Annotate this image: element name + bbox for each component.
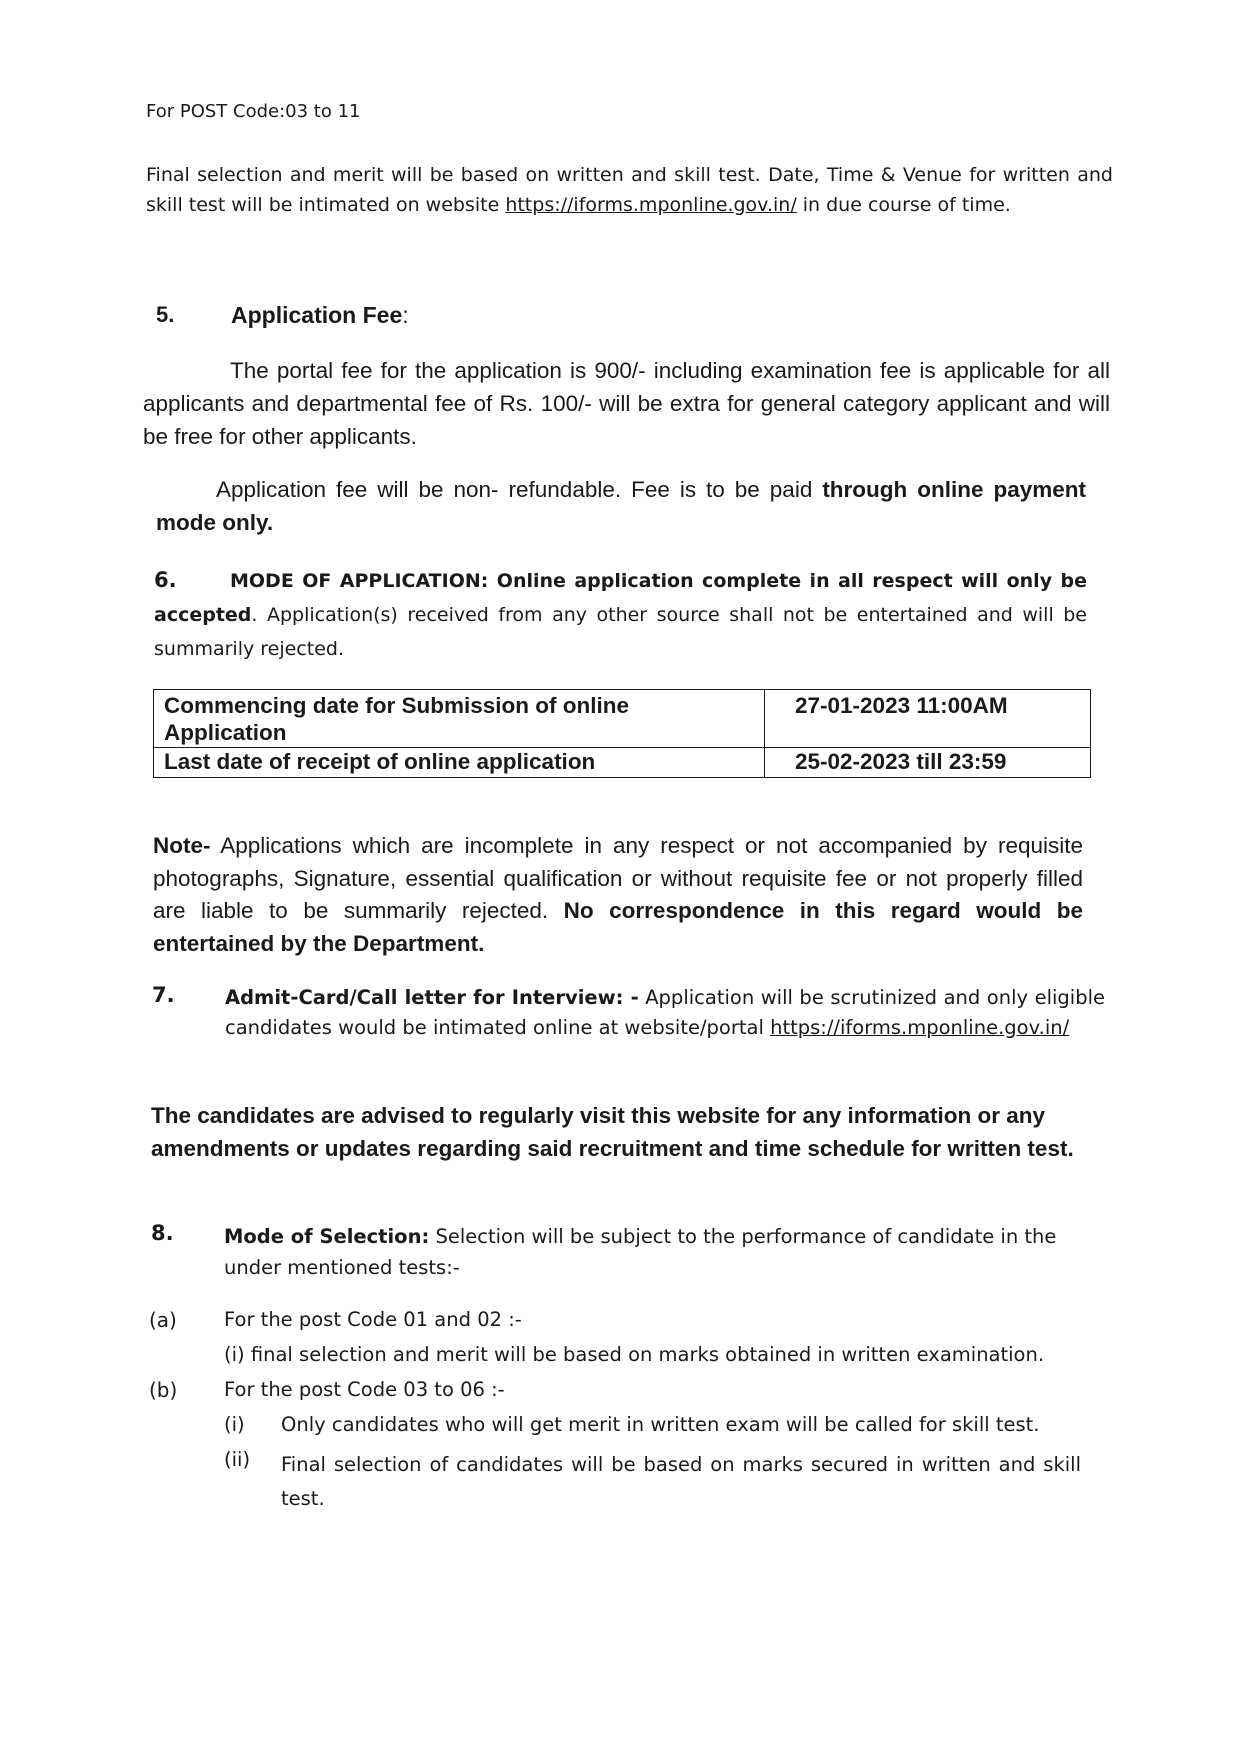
online-payment-text: through online payment mode only. <box>156 477 1087 535</box>
table-cell-label: Last date of receipt of online application <box>154 748 765 778</box>
table-row <box>154 748 1091 778</box>
website-link[interactable]: https://iforms.mponline.gov.in/ <box>770 1016 1070 1039</box>
fee-text: The portal fee for the application is 900/- including examination fee is applicable for all applicants and departmental fee of Rs. 100/- will be extra for general category applicant and will be free for other applicants. <box>143 358 1110 449</box>
section-5-title-colon: : <box>402 302 409 328</box>
section-8-mode-of-selection <box>224 1221 1104 1283</box>
note-label: Note- <box>153 833 211 858</box>
table-cell-label: Commencing date for Submission of online Application <box>154 690 765 748</box>
item-a-title: For the post Code 01 and 02 :- <box>224 1308 522 1331</box>
section-6-text: . Application(s) received from any other source shall not be entertained and will be summarily rejected. <box>154 604 1087 660</box>
section-8-bold-text: Mode of Selection: <box>224 1225 430 1248</box>
item-b-sub-ii-label: (ii) <box>224 1448 251 1471</box>
note-text: Applications which are incomplete in any respect or not accompanied by requisite photographs, Signature, essential qualification or without requisite fee or not properly filled are liable to be summarily rejected. <box>153 833 1083 923</box>
post-selection-paragraph <box>146 160 1113 220</box>
section-7-number: 7. <box>152 983 175 1007</box>
section-7-text: Application will be scrutinized and only eligible candidates would be intimated online at website/portal <box>225 986 1105 1039</box>
table-cell-value: 25-02-2023 till 23:59 <box>765 748 1091 778</box>
fee-paragraph <box>143 354 1110 453</box>
item-b-sub-ii-text: Final selection of candidates will be based on marks secured in written and skill test. <box>281 1453 1081 1510</box>
item-a-sub-i: (i) final selection and merit will be based on marks obtained in written examination. <box>224 1343 1045 1366</box>
section-5-title-text: Application Fee <box>231 302 403 328</box>
section-5-number: 5. <box>156 302 175 327</box>
post-code-heading: For POST Code:03 to 11 <box>146 101 361 122</box>
advice-paragraph: The candidates are advised to regularly visit this website for any information or any amendments or updates regarding said recruitment and time schedule for written test. <box>151 1103 1074 1161</box>
post-para-tail: in due course of time. <box>796 194 1011 216</box>
section-6-number: 6. <box>154 568 177 592</box>
section-6-bold-text: MODE OF APPLICATION: Online application complete in all respect will only be accepted <box>154 570 1087 626</box>
table-cell-value: 27-01-2023 11:00AM <box>765 690 1091 748</box>
section-6-mode-of-application <box>154 563 1087 666</box>
important-dates-table <box>153 689 1091 778</box>
note-paragraph <box>153 830 1083 960</box>
section-8-number: 8. <box>151 1221 174 1245</box>
note-bold-text: No correspondence in this regard would be entertained by the Department. <box>153 898 1084 956</box>
section-5-title <box>231 302 409 329</box>
section-7-bold-text: Admit-Card/Call letter for Interview: - <box>225 986 639 1009</box>
item-b-sub-i-text: Only candidates who will get merit in written exam will be called for skill test. <box>281 1413 1040 1436</box>
section-7-admit-card <box>225 983 1105 1043</box>
post-para-text: Final selection and merit will be based on written and skill test. Date, Time & Venue for written and skill test will be intimated on website <box>146 164 1113 216</box>
website-link[interactable]: https://iforms.mponline.gov.in/ <box>505 194 797 216</box>
section-8-text: Selection will be subject to the performance of candidate in the under mentioned tests:- <box>224 1225 1057 1279</box>
non-refundable-text: Application fee will be non- refundable. Fee is to be paid <box>216 477 823 502</box>
item-b-label: (b) <box>149 1378 178 1402</box>
item-b-title: For the post Code 03 to 06 :- <box>224 1378 505 1401</box>
table-row <box>154 690 1091 748</box>
item-b-sub-i-label: (i) <box>224 1413 245 1436</box>
item-a-label: (a) <box>149 1308 177 1332</box>
non-refundable-paragraph <box>156 473 1086 539</box>
